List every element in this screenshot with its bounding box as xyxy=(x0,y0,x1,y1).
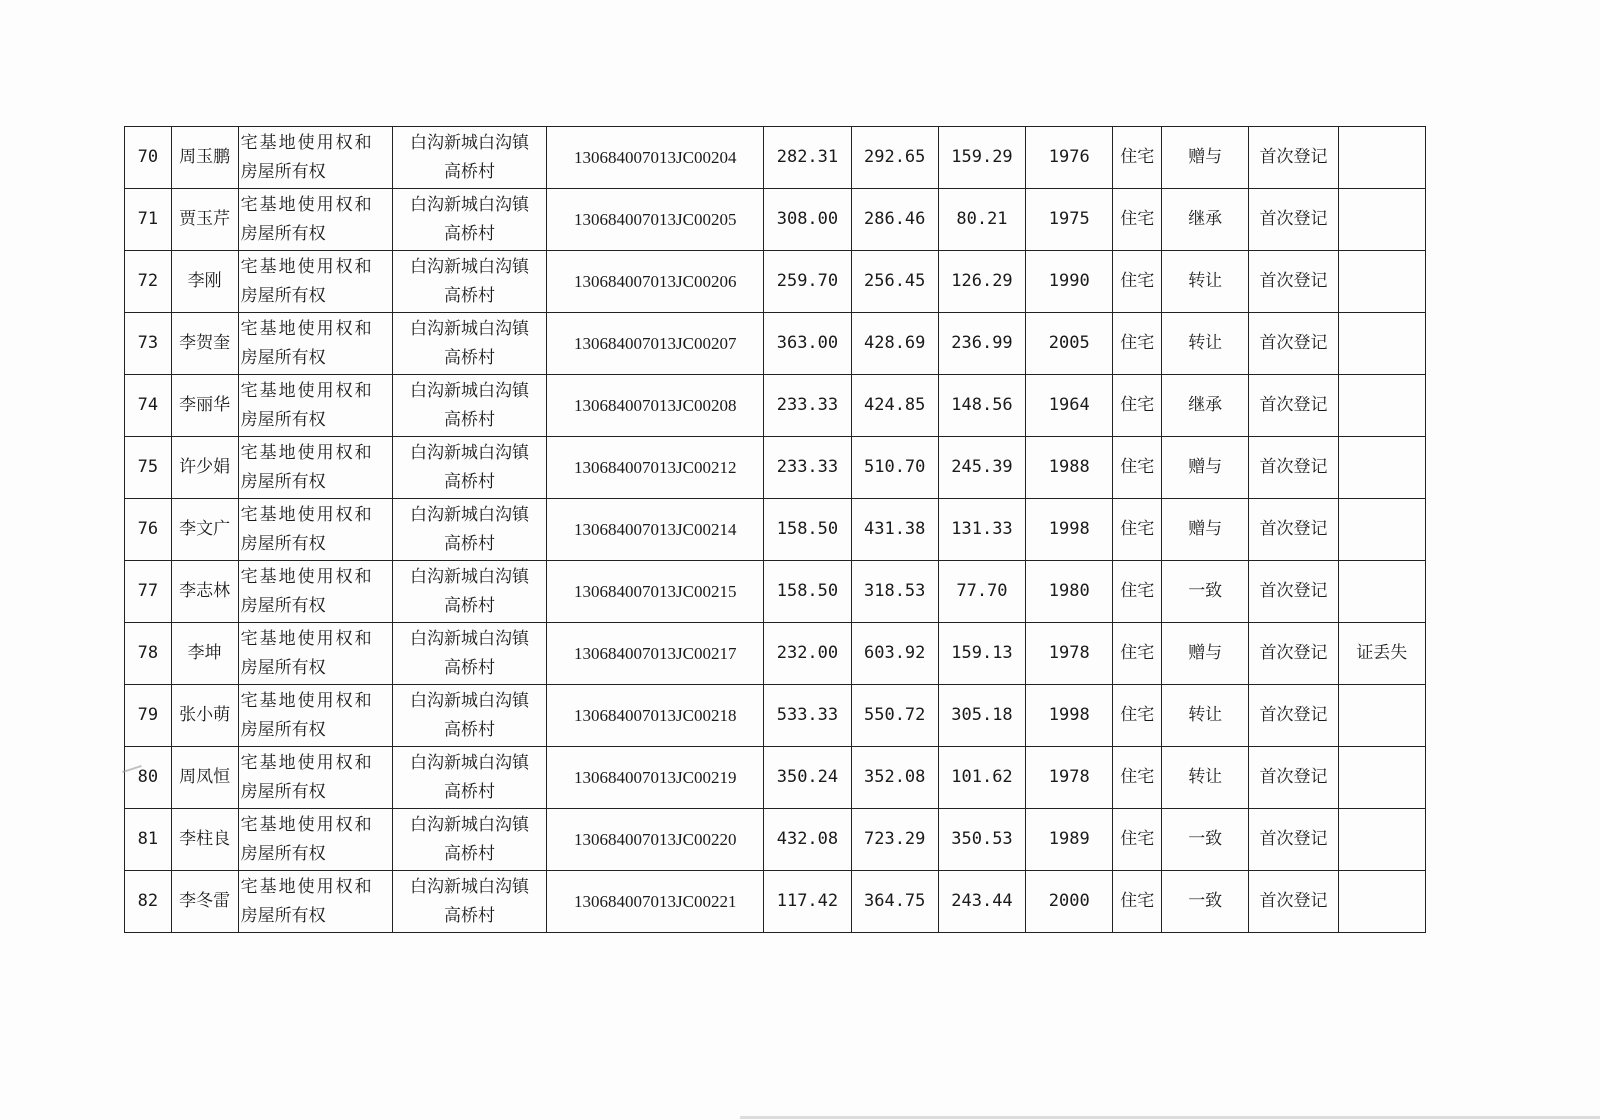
cell-floor-area: 148.56 xyxy=(938,375,1025,437)
cell-usage: 住宅 xyxy=(1113,561,1162,623)
cell-parcel-code: 130684007013JC00208 xyxy=(547,375,764,437)
cell-land-area: 158.50 xyxy=(764,499,851,561)
cell-land-area: 232.00 xyxy=(764,623,851,685)
cell-location-line: 白沟新城白沟镇 xyxy=(410,256,530,277)
cell-year: 1964 xyxy=(1026,375,1113,437)
cell-registration-type: 首次登记 xyxy=(1249,871,1338,933)
cell-right-type-line: 宅基地使用权和 xyxy=(240,132,374,153)
cell-location-line: 白沟新城白沟镇 xyxy=(410,194,530,215)
cell-location-line: 高桥村 xyxy=(444,223,496,244)
cell-right-type-line: 宅基地使用权和 xyxy=(240,380,374,401)
table-row xyxy=(125,809,1426,871)
cell-floor-area: 80.21 xyxy=(938,189,1025,251)
cell-number: 71 xyxy=(125,189,172,251)
cell-number: 79 xyxy=(125,685,172,747)
cell-owner-name: 贾玉芹 xyxy=(171,189,238,251)
cell-year: 2005 xyxy=(1026,313,1113,375)
table-row xyxy=(125,747,1426,809)
cell-land-area: 363.00 xyxy=(764,313,851,375)
cell-right-type-line: 房屋所有权 xyxy=(240,905,326,926)
cell-acquisition: 赠与 xyxy=(1162,499,1249,561)
cell-right-type xyxy=(238,127,392,189)
cell-usage: 住宅 xyxy=(1113,623,1162,685)
cell-owner-name: 张小萌 xyxy=(171,685,238,747)
cell-land-area: 158.50 xyxy=(764,561,851,623)
cell-location-line: 白沟新城白沟镇 xyxy=(410,318,530,339)
cell-right-type-line: 房屋所有权 xyxy=(240,161,326,182)
registration-table xyxy=(124,126,1426,933)
cell-location-line: 高桥村 xyxy=(444,161,496,182)
cell-location xyxy=(392,685,546,747)
cell-year: 1990 xyxy=(1026,251,1113,313)
cell-remark xyxy=(1338,375,1425,437)
cell-right-type-line: 房屋所有权 xyxy=(240,595,326,616)
cell-right-type xyxy=(238,189,392,251)
cell-right-type xyxy=(238,251,392,313)
cell-owner-name: 周凤恒 xyxy=(171,747,238,809)
cell-acquisition: 赠与 xyxy=(1162,127,1249,189)
cell-registration-type: 首次登记 xyxy=(1249,375,1338,437)
cell-parcel-code: 130684007013JC00217 xyxy=(547,623,764,685)
cell-usage: 住宅 xyxy=(1113,437,1162,499)
cell-building-area: 723.29 xyxy=(851,809,938,871)
cell-registration-type: 首次登记 xyxy=(1249,809,1338,871)
cell-remark xyxy=(1338,189,1425,251)
cell-location xyxy=(392,251,546,313)
cell-number: 70 xyxy=(125,127,172,189)
cell-right-type-line: 宅基地使用权和 xyxy=(240,752,374,773)
cell-right-type-line: 宅基地使用权和 xyxy=(240,628,374,649)
cell-right-type-line: 宅基地使用权和 xyxy=(240,442,374,463)
table-row xyxy=(125,499,1426,561)
cell-location-line: 高桥村 xyxy=(444,285,496,306)
cell-acquisition: 赠与 xyxy=(1162,623,1249,685)
cell-usage: 住宅 xyxy=(1113,189,1162,251)
cell-building-area: 364.75 xyxy=(851,871,938,933)
cell-right-type xyxy=(238,313,392,375)
cell-number: 73 xyxy=(125,313,172,375)
cell-right-type xyxy=(238,499,392,561)
cell-right-type-line: 宅基地使用权和 xyxy=(240,504,374,525)
table-row xyxy=(125,437,1426,499)
cell-year: 1988 xyxy=(1026,437,1113,499)
cell-location-line: 白沟新城白沟镇 xyxy=(410,690,530,711)
cell-building-area: 352.08 xyxy=(851,747,938,809)
cell-location xyxy=(392,747,546,809)
cell-location-line: 白沟新城白沟镇 xyxy=(410,752,530,773)
cell-usage: 住宅 xyxy=(1113,375,1162,437)
cell-land-area: 282.31 xyxy=(764,127,851,189)
cell-remark xyxy=(1338,251,1425,313)
cell-parcel-code: 130684007013JC00214 xyxy=(547,499,764,561)
cell-usage: 住宅 xyxy=(1113,251,1162,313)
cell-right-type-line: 房屋所有权 xyxy=(240,719,326,740)
cell-number: 81 xyxy=(125,809,172,871)
cell-right-type-line: 宅基地使用权和 xyxy=(240,318,374,339)
cell-land-area: 233.33 xyxy=(764,437,851,499)
cell-owner-name: 李刚 xyxy=(171,251,238,313)
cell-location xyxy=(392,313,546,375)
cell-acquisition: 一致 xyxy=(1162,561,1249,623)
cell-acquisition: 转让 xyxy=(1162,313,1249,375)
cell-location-line: 高桥村 xyxy=(444,595,496,616)
cell-floor-area: 236.99 xyxy=(938,313,1025,375)
cell-location-line: 高桥村 xyxy=(444,781,496,802)
cell-right-type-line: 房屋所有权 xyxy=(240,409,326,430)
cell-usage: 住宅 xyxy=(1113,499,1162,561)
cell-usage: 住宅 xyxy=(1113,313,1162,375)
cell-year: 1989 xyxy=(1026,809,1113,871)
cell-right-type-line: 宅基地使用权和 xyxy=(240,194,374,215)
cell-number: 74 xyxy=(125,375,172,437)
cell-owner-name: 李冬雷 xyxy=(171,871,238,933)
cell-number: 77 xyxy=(125,561,172,623)
cell-right-type xyxy=(238,437,392,499)
cell-right-type-line: 房屋所有权 xyxy=(240,285,326,306)
table-row xyxy=(125,189,1426,251)
cell-location-line: 白沟新城白沟镇 xyxy=(410,504,530,525)
cell-parcel-code: 130684007013JC00204 xyxy=(547,127,764,189)
cell-registration-type: 首次登记 xyxy=(1249,623,1338,685)
cell-remark xyxy=(1338,685,1425,747)
table-row xyxy=(125,871,1426,933)
cell-year: 1978 xyxy=(1026,747,1113,809)
cell-right-type-line: 宅基地使用权和 xyxy=(240,566,374,587)
cell-right-type xyxy=(238,623,392,685)
table-row xyxy=(125,313,1426,375)
cell-location-line: 白沟新城白沟镇 xyxy=(410,132,530,153)
cell-parcel-code: 130684007013JC00221 xyxy=(547,871,764,933)
cell-remark xyxy=(1338,437,1425,499)
cell-number: 75 xyxy=(125,437,172,499)
cell-land-area: 308.00 xyxy=(764,189,851,251)
cell-usage: 住宅 xyxy=(1113,685,1162,747)
cell-registration-type: 首次登记 xyxy=(1249,437,1338,499)
cell-parcel-code: 130684007013JC00215 xyxy=(547,561,764,623)
cell-acquisition: 继承 xyxy=(1162,189,1249,251)
cell-acquisition: 转让 xyxy=(1162,251,1249,313)
cell-remark xyxy=(1338,313,1425,375)
cell-location xyxy=(392,623,546,685)
cell-right-type-line: 房屋所有权 xyxy=(240,223,326,244)
cell-location xyxy=(392,809,546,871)
cell-year: 2000 xyxy=(1026,871,1113,933)
table-row xyxy=(125,623,1426,685)
cell-registration-type: 首次登记 xyxy=(1249,561,1338,623)
cell-building-area: 424.85 xyxy=(851,375,938,437)
cell-floor-area: 77.70 xyxy=(938,561,1025,623)
cell-owner-name: 李文广 xyxy=(171,499,238,561)
cell-location-line: 白沟新城白沟镇 xyxy=(410,566,530,587)
cell-building-area: 286.46 xyxy=(851,189,938,251)
cell-number: 76 xyxy=(125,499,172,561)
cell-registration-type: 首次登记 xyxy=(1249,251,1338,313)
cell-floor-area: 243.44 xyxy=(938,871,1025,933)
cell-acquisition: 转让 xyxy=(1162,747,1249,809)
table-row xyxy=(125,561,1426,623)
table-row xyxy=(125,251,1426,313)
cell-right-type xyxy=(238,561,392,623)
cell-parcel-code: 130684007013JC00218 xyxy=(547,685,764,747)
cell-acquisition: 赠与 xyxy=(1162,437,1249,499)
cell-building-area: 318.53 xyxy=(851,561,938,623)
cell-parcel-code: 130684007013JC00219 xyxy=(547,747,764,809)
table-row xyxy=(125,375,1426,437)
cell-land-area: 533.33 xyxy=(764,685,851,747)
cell-building-area: 603.92 xyxy=(851,623,938,685)
cell-land-area: 117.42 xyxy=(764,871,851,933)
cell-right-type xyxy=(238,871,392,933)
cell-building-area: 256.45 xyxy=(851,251,938,313)
cell-location-line: 高桥村 xyxy=(444,533,496,554)
cell-land-area: 350.24 xyxy=(764,747,851,809)
cell-year: 1998 xyxy=(1026,499,1113,561)
table-row xyxy=(125,685,1426,747)
cell-location-line: 高桥村 xyxy=(444,719,496,740)
cell-floor-area: 159.13 xyxy=(938,623,1025,685)
cell-building-area: 431.38 xyxy=(851,499,938,561)
cell-usage: 住宅 xyxy=(1113,871,1162,933)
cell-building-area: 292.65 xyxy=(851,127,938,189)
cell-year: 1978 xyxy=(1026,623,1113,685)
cell-right-type xyxy=(238,375,392,437)
cell-location xyxy=(392,375,546,437)
cell-location-line: 白沟新城白沟镇 xyxy=(410,876,530,897)
cell-usage: 住宅 xyxy=(1113,809,1162,871)
cell-registration-type: 首次登记 xyxy=(1249,127,1338,189)
cell-location-line: 高桥村 xyxy=(444,347,496,368)
cell-location-line: 高桥村 xyxy=(444,471,496,492)
cell-right-type-line: 宅基地使用权和 xyxy=(240,876,374,897)
cell-right-type xyxy=(238,747,392,809)
cell-right-type xyxy=(238,685,392,747)
cell-location-line: 高桥村 xyxy=(444,409,496,430)
cell-year: 1975 xyxy=(1026,189,1113,251)
cell-building-area: 428.69 xyxy=(851,313,938,375)
cell-owner-name: 周玉鹏 xyxy=(171,127,238,189)
cell-remark xyxy=(1338,561,1425,623)
table-body xyxy=(125,127,1426,933)
cell-land-area: 432.08 xyxy=(764,809,851,871)
cell-usage: 住宅 xyxy=(1113,747,1162,809)
table-row xyxy=(125,127,1426,189)
cell-registration-type: 首次登记 xyxy=(1249,747,1338,809)
cell-remark: 证丢失 xyxy=(1338,623,1425,685)
cell-owner-name: 李柱良 xyxy=(171,809,238,871)
cell-number: 82 xyxy=(125,871,172,933)
cell-registration-type: 首次登记 xyxy=(1249,499,1338,561)
cell-location xyxy=(392,127,546,189)
cell-parcel-code: 130684007013JC00207 xyxy=(547,313,764,375)
cell-location xyxy=(392,189,546,251)
cell-location xyxy=(392,871,546,933)
cell-land-area: 259.70 xyxy=(764,251,851,313)
cell-parcel-code: 130684007013JC00206 xyxy=(547,251,764,313)
cell-right-type-line: 房屋所有权 xyxy=(240,347,326,368)
cell-remark xyxy=(1338,871,1425,933)
cell-remark xyxy=(1338,747,1425,809)
cell-building-area: 510.70 xyxy=(851,437,938,499)
cell-registration-type: 首次登记 xyxy=(1249,189,1338,251)
page-edge xyxy=(740,1116,1600,1119)
cell-right-type-line: 房屋所有权 xyxy=(240,781,326,802)
cell-floor-area: 350.53 xyxy=(938,809,1025,871)
cell-floor-area: 245.39 xyxy=(938,437,1025,499)
cell-remark xyxy=(1338,499,1425,561)
cell-registration-type: 首次登记 xyxy=(1249,313,1338,375)
cell-number: 72 xyxy=(125,251,172,313)
cell-parcel-code: 130684007013JC00220 xyxy=(547,809,764,871)
cell-location xyxy=(392,561,546,623)
cell-acquisition: 继承 xyxy=(1162,375,1249,437)
cell-building-area: 550.72 xyxy=(851,685,938,747)
cell-acquisition: 一致 xyxy=(1162,871,1249,933)
cell-floor-area: 131.33 xyxy=(938,499,1025,561)
cell-acquisition: 转让 xyxy=(1162,685,1249,747)
cell-location-line: 白沟新城白沟镇 xyxy=(410,380,530,401)
cell-location-line: 白沟新城白沟镇 xyxy=(410,442,530,463)
cell-right-type-line: 房屋所有权 xyxy=(240,657,326,678)
cell-owner-name: 李丽华 xyxy=(171,375,238,437)
cell-location-line: 白沟新城白沟镇 xyxy=(410,814,530,835)
cell-location-line: 白沟新城白沟镇 xyxy=(410,628,530,649)
cell-owner-name: 李贺奎 xyxy=(171,313,238,375)
cell-usage: 住宅 xyxy=(1113,127,1162,189)
cell-right-type xyxy=(238,809,392,871)
cell-year: 1980 xyxy=(1026,561,1113,623)
cell-year: 1976 xyxy=(1026,127,1113,189)
cell-year: 1998 xyxy=(1026,685,1113,747)
cell-location xyxy=(392,499,546,561)
cell-owner-name: 许少娟 xyxy=(171,437,238,499)
cell-acquisition: 一致 xyxy=(1162,809,1249,871)
cell-right-type-line: 宅基地使用权和 xyxy=(240,814,374,835)
cell-location-line: 高桥村 xyxy=(444,657,496,678)
cell-floor-area: 305.18 xyxy=(938,685,1025,747)
cell-location-line: 高桥村 xyxy=(444,905,496,926)
cell-parcel-code: 130684007013JC00205 xyxy=(547,189,764,251)
cell-floor-area: 159.29 xyxy=(938,127,1025,189)
cell-location-line: 高桥村 xyxy=(444,843,496,864)
cell-number: 78 xyxy=(125,623,172,685)
cell-parcel-code: 130684007013JC00212 xyxy=(547,437,764,499)
cell-land-area: 233.33 xyxy=(764,375,851,437)
cell-number: 80 xyxy=(125,747,172,809)
cell-floor-area: 101.62 xyxy=(938,747,1025,809)
cell-right-type-line: 宅基地使用权和 xyxy=(240,690,374,711)
cell-floor-area: 126.29 xyxy=(938,251,1025,313)
cell-registration-type: 首次登记 xyxy=(1249,685,1338,747)
cell-remark xyxy=(1338,127,1425,189)
cell-right-type-line: 房屋所有权 xyxy=(240,471,326,492)
cell-location xyxy=(392,437,546,499)
cell-right-type-line: 房屋所有权 xyxy=(240,843,326,864)
cell-owner-name: 李坤 xyxy=(171,623,238,685)
cell-right-type-line: 房屋所有权 xyxy=(240,533,326,554)
cell-owner-name: 李志林 xyxy=(171,561,238,623)
cell-remark xyxy=(1338,809,1425,871)
cell-right-type-line: 宅基地使用权和 xyxy=(240,256,374,277)
